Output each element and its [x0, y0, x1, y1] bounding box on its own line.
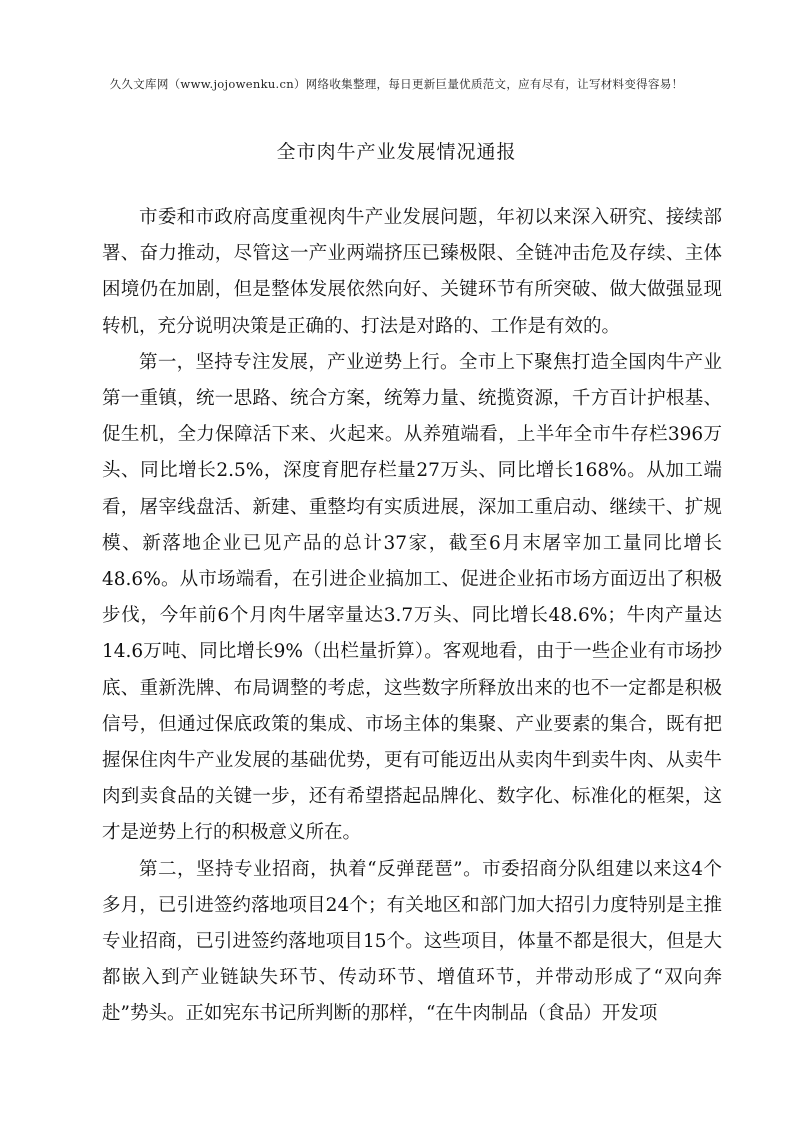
page-header: 久久文库网（www.jojowenku.cn）网络收集整理，每日更新巨量优质范文，应有尽有，让写材料变得容易！: [109, 77, 684, 91]
paragraph-second: 第二，坚持专业招商，执着“反弹琵琶”。市委招商分队组建以来这4个多月，已引进签约落地项目24个；有关地区和部门加大招引力度特别是主推专业招商，已引进签约落地项目15个。这些项目，体量不都是很大，但是大都嵌入到产业链缺失环节、传动环节、增值环节，并带动形成了“双向奔赴”势头。正如宪东书记所判断的那样，“在牛肉制品（食品）开发项: [102, 858, 722, 1025]
document-body: [102, 200, 722, 1033]
paragraph-intro: 市委和市政府高度重视肉牛产业发展问题，年初以来深入研究、接续部署、奋力推动，尽管这一产业两端挤压已臻极限、全链冲击危及存续、主体困境仍在加剧，但是整体发展依然向好、关键环节有所突破、做大做强显现转机，充分说明决策是正确的、打法是对路的、工作是有效的。: [102, 207, 722, 337]
document-title: 全市肉牛产业发展情况通报: [276, 141, 517, 163]
paragraph-first: 第一，坚持专注发展，产业逆势上行。全市上下聚焦打造全国肉牛产业第一重镇，统一思路、统合方案，统筹力量、统揽资源，千方百计护根基、促生机，全力保障活下来、火起来。从养殖端看，上半年全市牛存栏396万头、同比增长2.5%，深度育肥存栏量27万头、同比增长168%。从加工端看，屠宰线盘活、新建、重整均有实质进展，深加工重启动、继续干、扩规模、新落地企业已见产品的总计37家，截至6月末屠宰加工量同比增长48.6%。从市场端看，在引进企业搞加工、促进企业拓市场方面迈出了积极步伐，今年前6个月肉牛屠宰量达3.7万头、同比增长48.6%；牛肉产量达14.6万吨、同比增长9%（出栏量折算）。客观地看，由于一些企业有市场抄底、重新洗牌、布局调整的考虑，这些数字所释放出来的也不一定都是积极信号，但通过保底政策的集成、市场主体的集聚、产业要素的集合，既有把握保住肉牛产业发展的基础优势，更有可能迈出从卖肉牛到卖牛肉、从卖牛肉到卖食品的关键一步，还有希望搭起品牌化、数字化、标准化的框架，这才是逆势上行的积极意义所在。: [102, 351, 722, 844]
